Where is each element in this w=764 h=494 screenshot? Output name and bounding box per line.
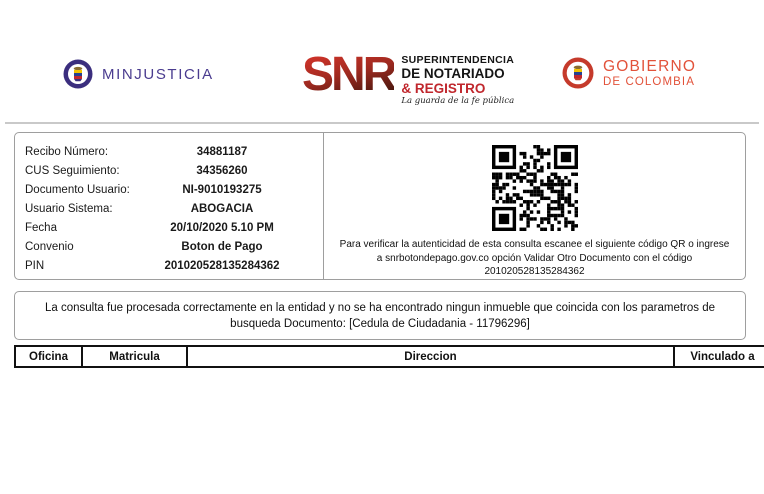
column-header-matricula: Matricula <box>82 346 187 367</box>
column-header-oficina: Oficina <box>15 346 82 367</box>
minjusticia-label: MINJUSTICIA <box>102 65 214 83</box>
receipt-field-row <box>25 184 323 203</box>
qr-caption: Para verificar la autenticidad de esta consulta escanee el siguiente código QR o ingrese a snrbotondepago.gov.co opción Validar Otro Documento con el código 201020528135284362 <box>339 239 730 277</box>
snr-logo <box>302 48 515 107</box>
snr-line3: & REGISTRO <box>401 81 486 96</box>
field-label: PIN <box>25 260 45 272</box>
field-label: Recibo Número: <box>25 146 109 158</box>
receipt-info-box <box>14 132 746 280</box>
receipt-field-row <box>25 241 323 260</box>
receipt-field-row <box>25 165 323 184</box>
header-divider <box>5 122 759 124</box>
minjusticia-seal-icon <box>63 59 93 89</box>
field-value: 34356260 <box>196 165 248 177</box>
field-label: CUS Seguimiento: <box>25 165 120 177</box>
result-message: La consulta fue procesada correctamente en la entidad y no se ha encontrado ningun inmueble que coincida con los parametros de busqueda Documento: [Cedula de Ciudadania - 11796296] <box>45 301 715 330</box>
gobierno-line1: GOBIERNO <box>603 57 697 75</box>
gobierno-line2: DE COLOMBIA <box>603 75 695 88</box>
snr-tagline: La guarda de la fe pública <box>401 96 515 106</box>
gobierno-seal-icon <box>562 57 594 89</box>
receipt-field-row <box>25 260 323 279</box>
qr-code <box>492 145 578 231</box>
field-label: Usuario Sistema: <box>25 203 113 215</box>
field-value: 201020528135284362 <box>164 260 280 272</box>
snr-line1: SUPERINTENDENCIA <box>401 54 515 66</box>
snr-logo-text <box>401 51 514 107</box>
receipt-field-row <box>25 146 323 165</box>
field-value: 34881187 <box>196 146 248 158</box>
minjusticia-logo <box>63 59 214 89</box>
receipt-fields <box>15 133 323 279</box>
field-value: ABOGACIA <box>190 203 254 215</box>
receipt-field-row <box>25 222 323 241</box>
snr-line2: DE NOTARIADO <box>401 66 505 81</box>
field-value: NI-9010193275 <box>182 184 262 196</box>
table-header-row <box>15 346 764 367</box>
field-value: 20/10/2020 5.10 PM <box>170 222 274 234</box>
results-table <box>14 345 764 368</box>
column-header-vinculado-a: Vinculado a <box>674 346 764 367</box>
column-header-direccion: Direccion <box>187 346 674 367</box>
field-label: Fecha <box>25 222 57 234</box>
snr-acronym: SNR <box>302 48 395 101</box>
qr-panel <box>323 133 745 279</box>
receipt-field-row <box>25 203 323 222</box>
field-label: Documento Usuario: <box>25 184 130 196</box>
gobierno-logo <box>562 57 696 89</box>
field-value: Boton de Pago <box>181 241 263 253</box>
gobierno-logo-text <box>603 58 696 89</box>
result-message-box <box>14 291 746 340</box>
field-label: Convenio <box>25 241 74 253</box>
